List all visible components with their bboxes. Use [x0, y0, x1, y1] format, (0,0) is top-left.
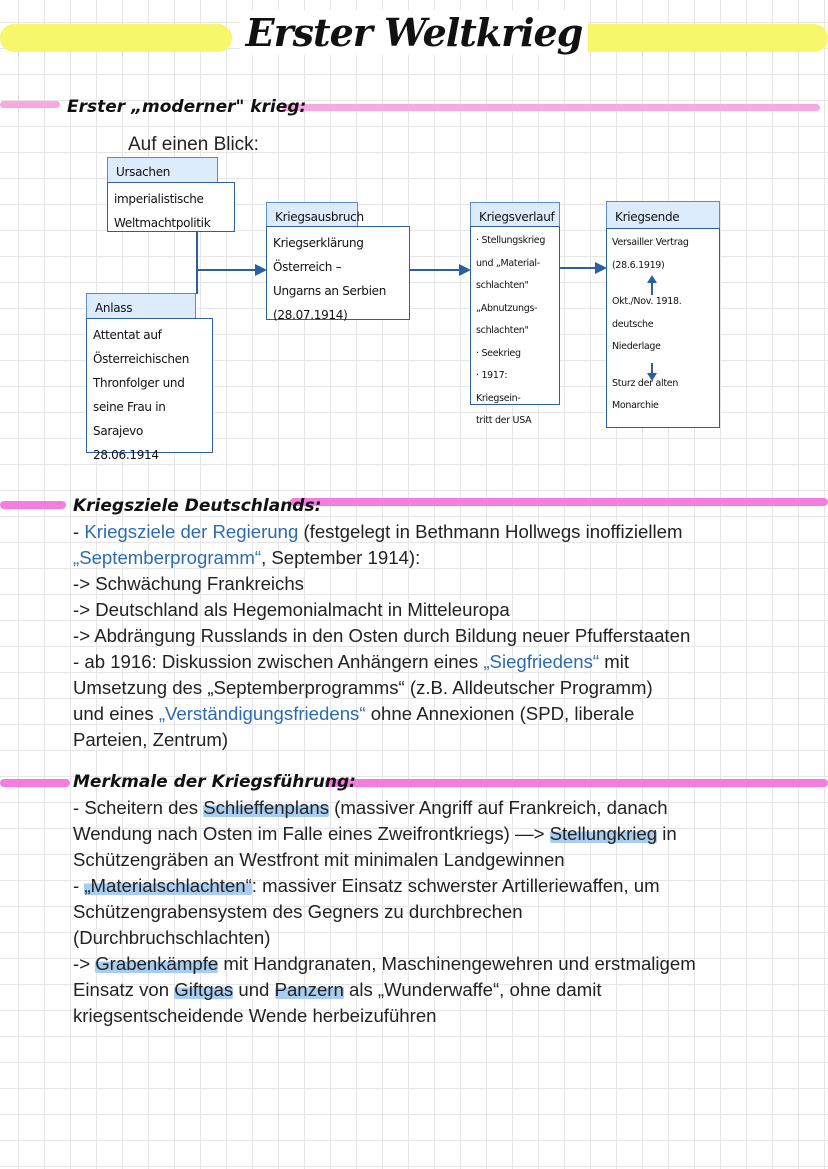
connector	[651, 283, 653, 295]
text-line	[73, 727, 228, 753]
box-line: Kriegserklärung	[273, 236, 364, 250]
box-line: Thronfolger und	[93, 376, 185, 390]
text-segment: (massiver Angriff auf Frankreich, danach	[329, 797, 668, 818]
text-segment: - Scheitern des	[73, 797, 204, 818]
marked-term: Schlieffenplans	[203, 797, 330, 818]
text-line	[73, 571, 304, 597]
box-body-kriegsende	[606, 228, 720, 428]
box-body-anlass	[86, 318, 213, 462]
box-line: (28.07.1914)	[273, 308, 348, 322]
marked-term: Grabenkämpfe	[95, 953, 219, 974]
box-line: imperialistische	[114, 192, 204, 206]
connector	[560, 267, 596, 269]
box-body-ursachen	[107, 182, 235, 232]
text-segment: Wendung nach Osten im Falle eines Zweifrontkriegs) —>	[73, 823, 550, 844]
box-line: 28.06.1914	[93, 448, 159, 462]
divider	[290, 498, 828, 506]
box-line: Ungarns an Serbien	[273, 284, 387, 298]
box-line: „Abnutzungs-	[476, 302, 538, 314]
box-line: seine Frau in	[93, 400, 166, 414]
text-segment: als „Wunderwaffe“, ohne damit	[343, 979, 602, 1000]
box-line: und „Material-	[476, 257, 540, 269]
connector	[410, 269, 460, 271]
highlighted-term: „Verständigungsfriedens“	[158, 703, 366, 724]
text-line	[73, 821, 677, 847]
box-line: Monarchie	[612, 400, 659, 411]
highlighted-term: „Septemberprogramm“	[73, 547, 262, 568]
subheading: Auf einen Blick:	[128, 134, 259, 155]
text-segment: ohne Annexionen (SPD, liberale	[365, 703, 635, 724]
box-line: Attentat auf	[93, 328, 162, 342]
text-line	[73, 675, 653, 701]
text-segment: -> Abdrängung Russlands in den Osten durch Bildung neuer Pfufferstaaten	[73, 625, 691, 646]
box-line: Okt./Nov. 1918.	[612, 296, 682, 307]
connector	[196, 232, 198, 294]
box-line: tritt der USA	[476, 415, 532, 426]
text-segment: und	[233, 979, 275, 1000]
text-line	[73, 519, 682, 545]
text-segment: Parteien, Zentrum)	[73, 729, 229, 750]
box-title-anlass: Anlass	[86, 293, 196, 318]
connector	[651, 363, 653, 375]
box-title-ursachen: Ursachen	[107, 157, 218, 182]
section-heading: Erster „moderner" krieg:	[67, 97, 307, 117]
divider	[282, 104, 820, 111]
arrow-up-icon	[647, 275, 657, 283]
text-segment: Einsatz von	[73, 979, 175, 1000]
text-segment: ->	[73, 953, 96, 974]
box-title-kriegsausbruch: Kriegsausbruch	[266, 202, 358, 226]
text-segment: : massiver Einsatz schwerster Artilleriewaffen, um	[251, 875, 660, 896]
page-title: Erster Weltkrieg	[0, 10, 828, 55]
box-line: Niederlage	[612, 341, 661, 352]
text-segment: -> Schwächung Frankreichs	[73, 573, 304, 594]
divider	[0, 779, 70, 787]
text-line	[73, 1003, 437, 1029]
box-line: Österreich –	[273, 260, 342, 274]
text-line	[73, 951, 696, 977]
connector	[196, 269, 256, 271]
text-segment: kriegsentscheidende Wende herbeizuführen	[73, 1005, 437, 1026]
divider	[0, 101, 60, 108]
box-line: Sturz der alten	[612, 377, 679, 389]
box-body-kriegsverlauf	[470, 226, 560, 426]
box-line: schlachten"	[476, 280, 529, 291]
box-line: (28.6.1919)	[612, 259, 665, 271]
text-segment: mit Handgranaten, Maschinengewehren und erstmaligem	[218, 953, 696, 974]
box-line: Weltmachtpolitik	[114, 216, 211, 230]
text-segment: (festgelegt in Bethmann Hollwegs inoffiziellem	[298, 521, 683, 542]
divider	[325, 779, 828, 787]
box-line: · Seekrieg	[476, 347, 521, 359]
highlighted-term: „Siegfriedens“	[483, 651, 600, 672]
highlighted-term: Kriegsziele der Regierung	[84, 521, 299, 542]
box-line: deutsche	[612, 318, 654, 330]
text-line	[73, 597, 510, 623]
box-line: Versailler Vertrag	[612, 237, 689, 248]
box-line: · 1917: Kriegsein-	[476, 370, 521, 404]
text-line	[73, 847, 565, 873]
box-line: · Stellungskrieg	[476, 235, 546, 246]
text-line	[73, 873, 660, 899]
text-line	[73, 925, 270, 951]
text-segment: Schützengrabensystem des Gegners zu durchbrechen	[73, 901, 523, 922]
text-line	[73, 899, 523, 925]
box-title-kriegsverlauf: Kriegsverlauf	[470, 202, 560, 226]
section-heading: Kriegsziele Deutschlands:	[73, 496, 322, 516]
text-segment: -	[73, 875, 85, 896]
divider	[0, 501, 66, 509]
box-line: Österreichischen	[93, 352, 190, 366]
text-segment: mit	[599, 651, 630, 672]
text-segment: Umsetzung des „Septemberprogramms“ (z.B. Alldeutscher Programm)	[73, 677, 653, 698]
marked-term: Stellungkrieg	[549, 823, 658, 844]
box-title-kriegsende: Kriegsende	[606, 201, 720, 228]
text-segment: - ab 1916: Diskussion zwischen Anhängern eines	[73, 651, 484, 672]
text-line	[73, 649, 629, 675]
text-segment: (Durchbruchschlachten)	[73, 927, 271, 948]
text-segment: Schützengräben an Westfront mit minimalen Landgewinnen	[73, 849, 565, 870]
box-line: schlachten"	[476, 325, 529, 336]
text-line	[73, 623, 690, 649]
text-segment: und eines	[73, 703, 159, 724]
text-line	[73, 977, 602, 1003]
text-segment: -> Deutschland als Hegemonialmacht in Mitteleuropa	[73, 599, 510, 620]
text-line	[73, 795, 668, 821]
box-body-kriegsausbruch	[266, 226, 410, 320]
section-heading: Merkmale der Kriegsführung:	[73, 772, 356, 792]
box-line: Sarajevo	[93, 424, 144, 438]
text-segment: -	[73, 521, 85, 542]
text-segment: in	[657, 823, 677, 844]
text-line	[73, 701, 634, 727]
marked-term: „Materialschlachten“	[84, 875, 252, 896]
text-line	[73, 545, 420, 571]
text-segment: , September 1914):	[261, 547, 421, 568]
marked-term: Panzern	[274, 979, 344, 1000]
marked-term: Giftgas	[174, 979, 234, 1000]
